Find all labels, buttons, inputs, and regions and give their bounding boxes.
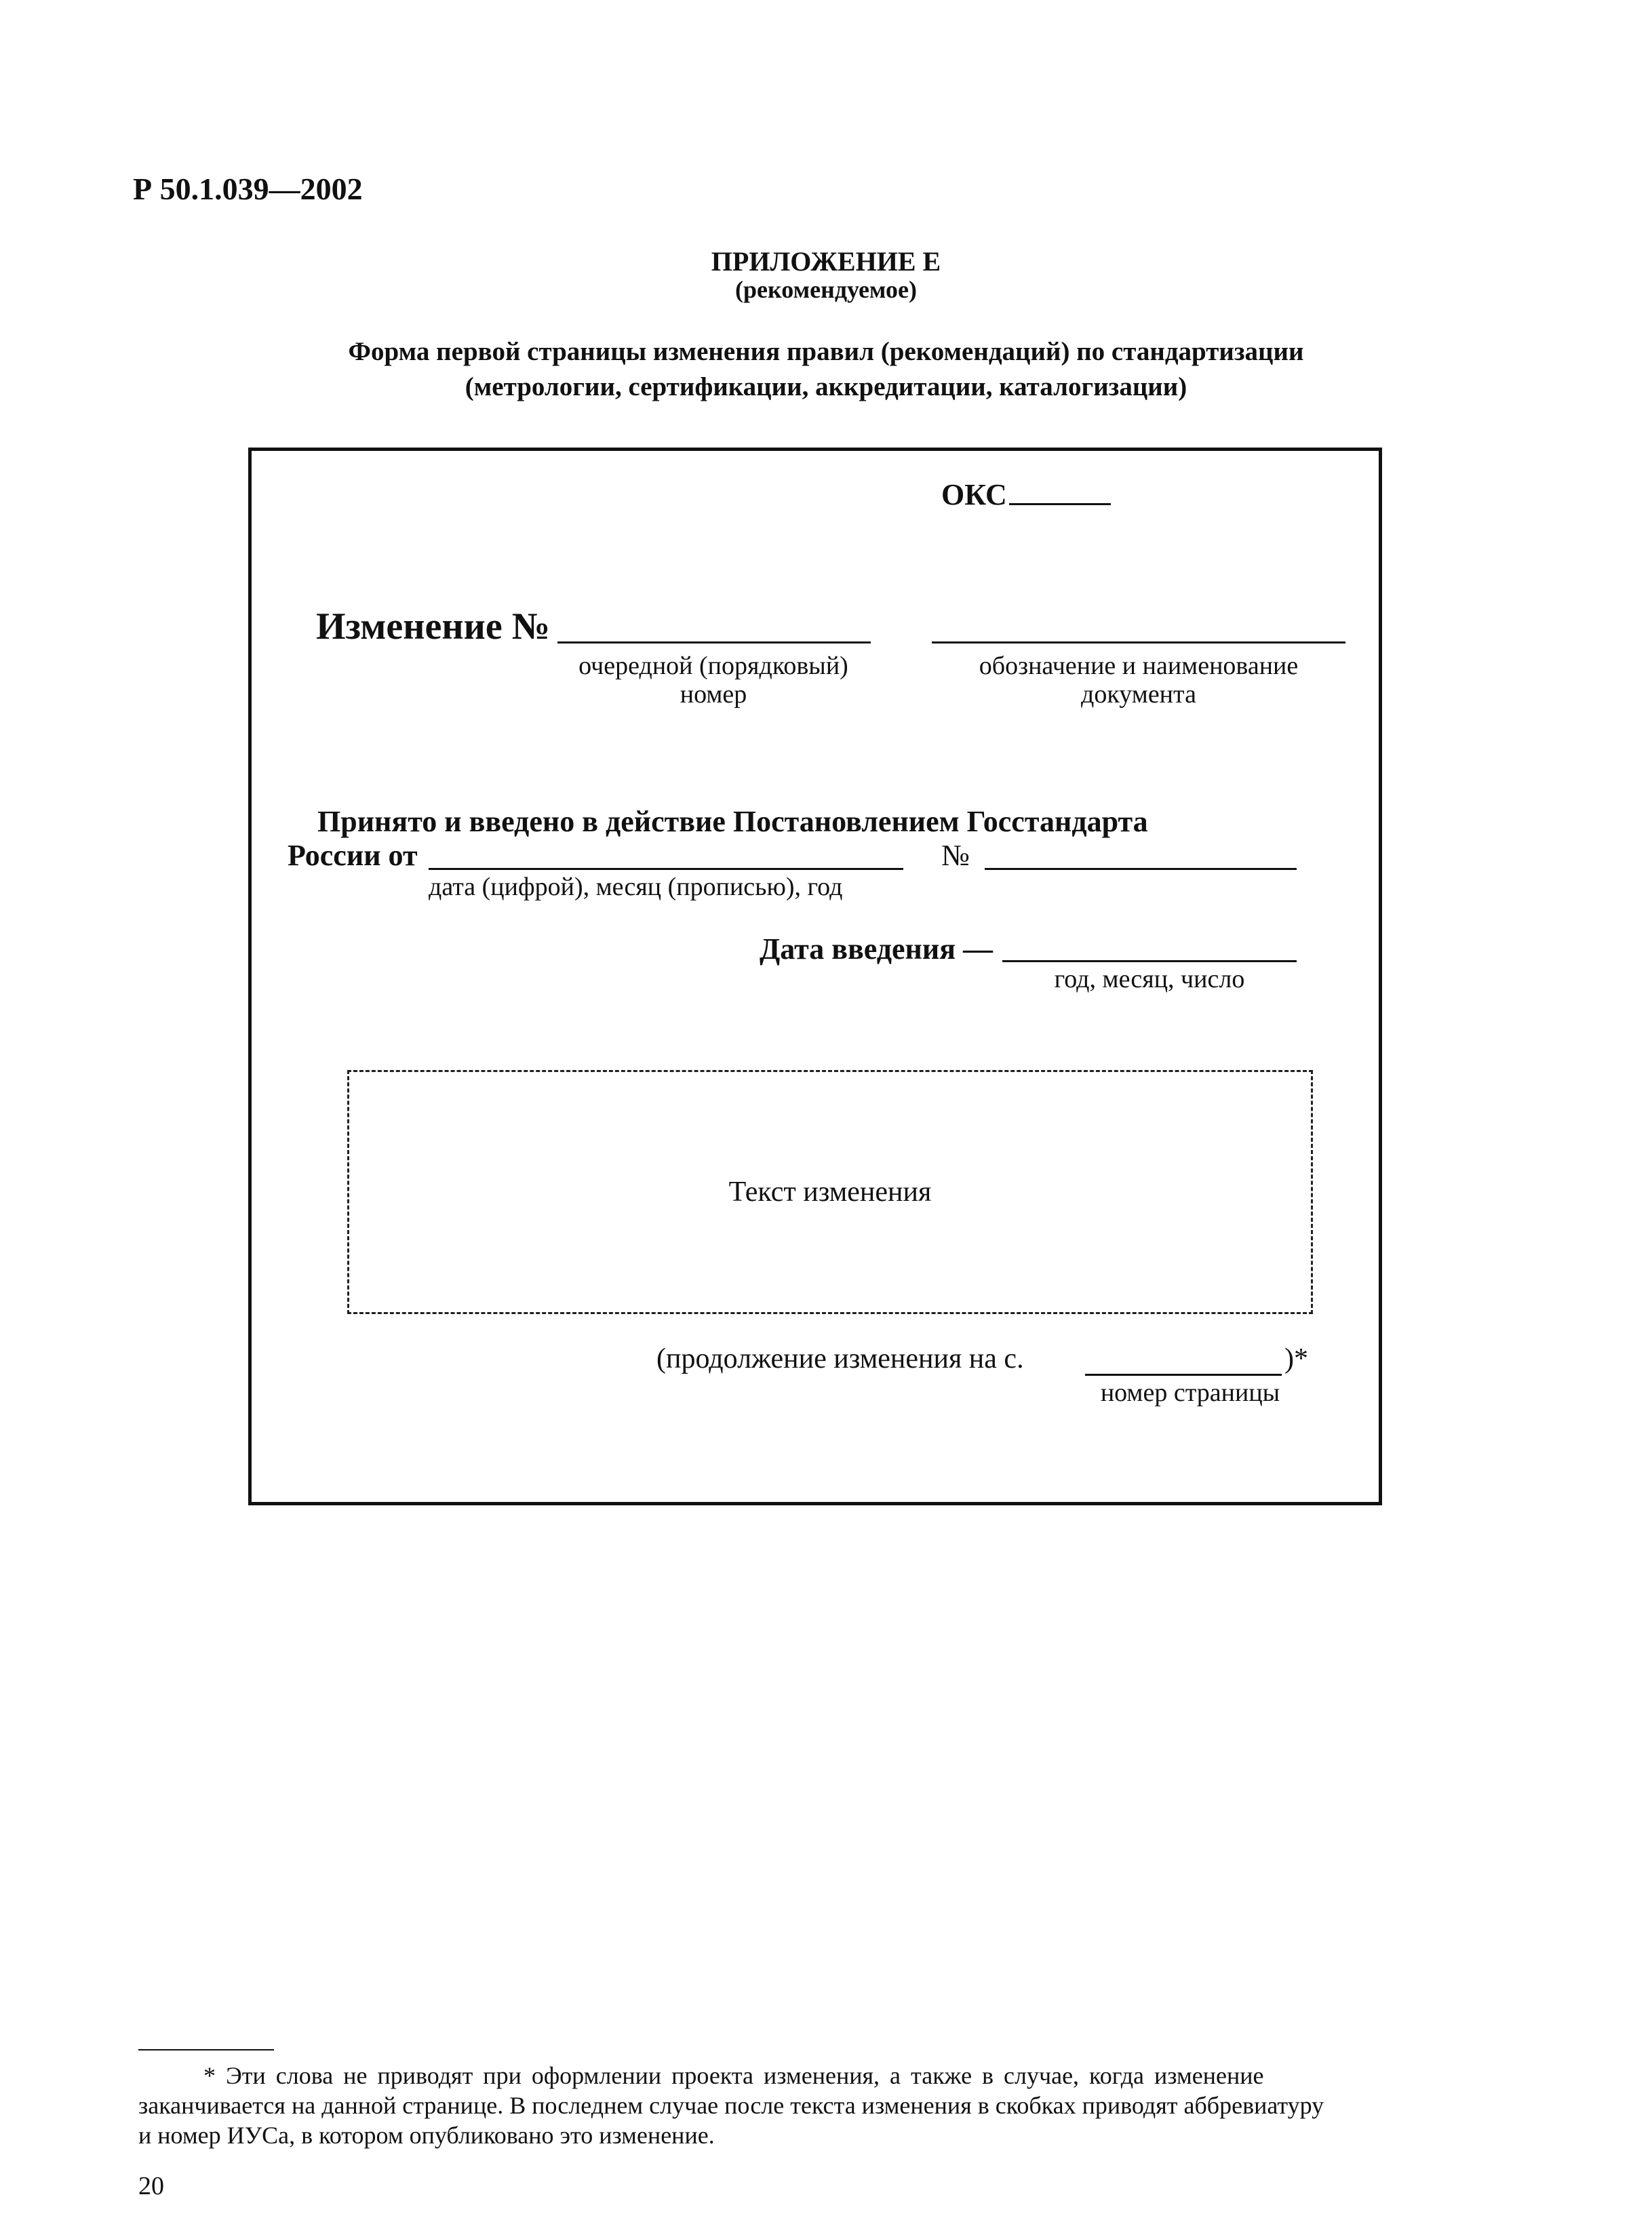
adopted-line-1: Принято и введено в действие Постановлением Госстандарта <box>317 805 1148 838</box>
footnote-line-3: и номер ИУСа, в котором опубликовано это изменение. <box>138 2122 715 2149</box>
footnote-line-1: * Эти слова не приводят при оформлении проекта изменения, а также в случае, когда изменение <box>203 2062 1264 2089</box>
continuation-prefix: (продолжение изменения на с. <box>656 1343 1024 1374</box>
appendix-subtitle: (рекомендуемое) <box>735 276 917 303</box>
oks-field-line <box>1009 503 1111 505</box>
intro-date-caption: год, месяц, число <box>1054 965 1245 993</box>
oks-label: ОКС <box>941 478 1007 511</box>
intro-date-label: Дата введения — <box>760 932 994 966</box>
continuation-suffix: )* <box>1284 1343 1308 1374</box>
change-text-placeholder: Текст изменения <box>728 1176 932 1208</box>
adoption-date-line <box>429 868 903 870</box>
document-caption-line-2: документа <box>1081 680 1196 709</box>
adopted-line-2: России от <box>288 839 418 872</box>
document-designation-line <box>932 641 1345 643</box>
change-number-line <box>557 641 871 643</box>
form-title-line-2: (метрологии, сертификации, аккредитации, каталогизации) <box>465 372 1187 401</box>
resolution-number-line <box>985 868 1297 870</box>
page-number-caption: номер страницы <box>1100 1379 1280 1407</box>
continuation-page-line <box>1085 1374 1282 1376</box>
footnote-line-2: заканчивается на данной странице. В последнем случае после текста изменения в скобках приводят аббревиатуру <box>138 2092 1324 2119</box>
document-code: Р 50.1.039—2002 <box>133 172 363 206</box>
intro-date-line <box>1002 960 1297 962</box>
document-caption-line-1: обозначение и наименование <box>979 652 1299 680</box>
form-title-line-1: Форма первой страницы изменения правил (рекомендаций) по стандартизации <box>348 337 1304 366</box>
date-caption: дата (цифрой), месяц (прописью), год <box>429 873 843 901</box>
page-number: 20 <box>138 2172 164 2200</box>
number-caption-line-1: очередной (порядковый) <box>578 652 848 680</box>
change-label: Изменение № <box>316 606 551 648</box>
footnote-separator <box>138 2049 274 2050</box>
number-caption-line-2: номер <box>680 680 747 709</box>
appendix-title: ПРИЛОЖЕНИЕ Е <box>711 246 941 277</box>
number-sign: № <box>941 839 970 872</box>
